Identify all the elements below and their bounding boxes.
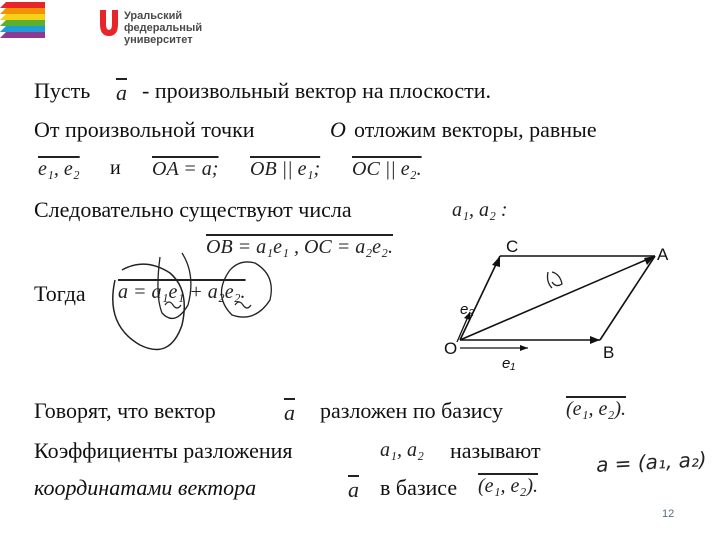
vector-a: $\overline{a}$ <box>116 80 127 105</box>
line-then: Тогда <box>34 281 86 306</box>
point-o-text: О <box>330 117 346 142</box>
formula-e1e2: e₁, e₂ <box>38 158 80 180</box>
formula-a-line9: $\overline{a}$ <box>348 477 359 502</box>
formula-a1a2-exist: a₁, a₂ : <box>452 199 508 221</box>
formula-oa: OA = a; <box>152 158 219 180</box>
word-called: называют <box>450 438 541 463</box>
vector-oc <box>460 256 500 340</box>
line-arbitrary-vector: - произвольный вектор на плоскости. <box>142 78 491 103</box>
label-a: A <box>657 245 669 264</box>
stripes-logo-icon <box>0 0 45 42</box>
formula-decomposition: OB = a₁e₁ , OC = a₂e₂. <box>206 236 394 258</box>
formula-a-line1 <box>116 80 127 106</box>
line-equal-vectors: отложим векторы, равные <box>354 117 597 142</box>
ufu-logo-icon <box>98 8 120 38</box>
handwritten-mark <box>548 272 563 288</box>
line-decomposed-basis: разложен по базису <box>320 398 504 423</box>
handwritten-circles <box>100 235 300 365</box>
label-c: C <box>506 237 519 256</box>
label-e1: e₁ <box>502 355 516 372</box>
formula-a1a2-coeffs: a₁, a₂ <box>380 439 424 461</box>
label-b: B <box>603 343 615 362</box>
formula-ob: OB || e₁; <box>250 158 321 180</box>
formula-oc: OC || e₂. <box>352 158 422 180</box>
formula-basis-line9: (e₁, e₂). <box>478 475 538 497</box>
formula-basis-line7: (e₁, e₂). <box>566 398 626 420</box>
brand-line: федеральный <box>124 22 203 34</box>
label-o: O <box>444 339 458 358</box>
brand-line: университет <box>124 34 193 46</box>
handwritten-coords: a = (a₁, a₂) <box>595 447 708 477</box>
line-say-vector: Говорят, что вектор <box>34 398 216 423</box>
label-e2: e₂ <box>460 301 475 318</box>
vector-diagram <box>440 228 680 378</box>
brand-name <box>124 10 202 46</box>
vector-oa <box>460 256 655 340</box>
brand-line: Уральский <box>124 10 183 22</box>
page-number: 12 <box>662 508 675 520</box>
line-therefore: Следовательно существуют числа <box>34 197 352 222</box>
line-in-basis: в базисе <box>380 475 458 500</box>
line-coordinates: координатами вектора <box>34 475 257 500</box>
formula-sum: a = a₁e₁ + a₂e₂. <box>118 281 246 303</box>
line-from-point: От произвольной точки <box>34 117 255 142</box>
word-and: и <box>110 157 121 179</box>
line-pust: Пусть <box>34 78 91 103</box>
formula-a-line7: $\overline{a}$ <box>284 400 295 425</box>
line-coefficients: Коэффициенты разложения <box>34 438 293 463</box>
